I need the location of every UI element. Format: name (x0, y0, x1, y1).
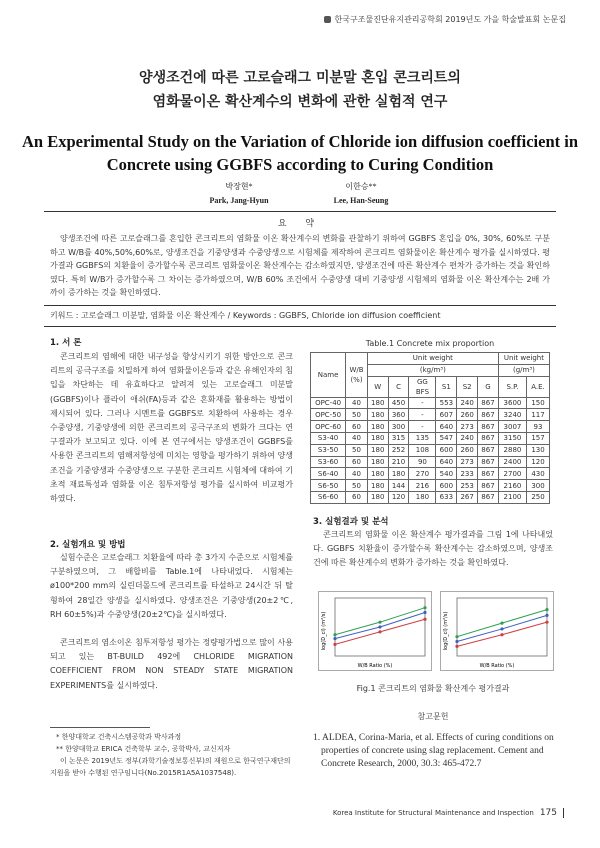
col-c: C (388, 376, 409, 397)
table-row (311, 456, 550, 468)
footnote-1: * 한양대학교 건축시스템공학과 박사과정 (56, 733, 182, 741)
table-cell: 50 (346, 480, 368, 492)
table-row (311, 397, 550, 409)
data-point (423, 611, 426, 614)
data-point (333, 633, 336, 636)
table-cell: 150 (527, 397, 550, 409)
data-point (423, 606, 426, 609)
footnote-3: 이 논문은 2019년도 정부(과학기술정보통신부)의 재원으로 한국연구재단의 지원을 받아 수행된 연구임니다(No.2015R1A5A1037548). (50, 757, 291, 777)
section-1-body: 콘크리트의 염해에 대한 내구성을 향상시키기 위한 방안으로 콘크리트의 공극구조를 치밀하게 하여 염화물이온등과 같은 유해인자의 침입을 차단하는 데 유효하다고 알려져 있는 고로슬래그 미분말(GGBFS)이나 플라이 애쉬(FA)등과 같은 혼화재를 활용하는 방법이 제시되어 있다. 그러나 시멘트를 GGBFS로 치환하여 사용하는 경우 수중양생, 기중양생에 의한 콘크리트의 공극구조의 변화가 크다는 연구결과가 보고되고 있다. 이에 본 연구에서는 양생조건이 GGBFS를 사용한 콘크리트의 염해저항성에 미치는 영향을 평가하기 위하여 양생조건을 기중양생과 수중양생으로 구분한 콘크리트 시험체에 대하여 기초적 재료특성과 염화물 이온 침투저항성 평가를 실시하여 비교평가 하였다. (50, 352, 293, 504)
author-1-english: Park, Jang-Hyun (209, 196, 269, 205)
conference-name: 한국구조물진단유지관리공학회 2019년도 가을 학술발표회 논문집 (334, 15, 566, 24)
footnote-2: ** 한양대학교 ERICA 건축학부 교수, 공학박사, 교신저자 (56, 745, 231, 753)
header-unit-g: (g/m³) (498, 364, 549, 376)
table-cell: OPC-50 (311, 409, 346, 421)
author-2-english: Lee, Han-Seung (333, 196, 389, 205)
table-cell: 180 (367, 409, 388, 421)
header-unit-weight-label-2: Unit weight (503, 354, 544, 363)
table-cell: 2400 (498, 456, 526, 468)
table-cell: 360 (388, 409, 409, 421)
reference-1: 1. ALDEA, Corina-Maria, et al. Effects of curing conditions on properties of concrete using slag replacement. Cement and Concrete Research, 2000, 30.3: 465-472.7 (313, 733, 554, 769)
table-cell: 90 (409, 456, 436, 468)
table-row (311, 444, 550, 456)
footer-institute: Korea Institute for Structural Maintenance and Inspection (332, 809, 534, 817)
table-cell: 547 (436, 432, 457, 444)
table-cell: 260 (457, 444, 478, 456)
table-body (311, 397, 550, 503)
table-row (311, 480, 550, 492)
header-name: Name (311, 353, 346, 398)
section-2-body-2: 콘크리트의 염소이온 침투저항성 평가는 정량평가법으로 많이 사용되고 있는 BT-BUILD 492에 CHLORIDE MIGRATION COEFFICIENT FROM NON STEADY STATE MIGRATION EXPERIMENTS를 실시하였다. (50, 638, 293, 690)
table-cell: 867 (478, 421, 499, 433)
plot-frame (457, 598, 547, 656)
table-cell: 867 (478, 480, 499, 492)
col-w: W (367, 376, 388, 397)
table-row (311, 421, 550, 433)
table-row (311, 432, 550, 444)
data-point (545, 614, 548, 617)
table-cell: 40 (346, 432, 368, 444)
data-point (545, 608, 548, 611)
table-cell: - (409, 409, 436, 421)
table-cell: 3240 (498, 409, 526, 421)
col-sp: S.P. (498, 376, 526, 397)
table-cell: 233 (457, 468, 478, 480)
conference-header (324, 14, 566, 25)
x-axis-label: W/B Ratio (%) (357, 663, 393, 669)
table-cell: 216 (409, 480, 436, 492)
table-cell: 210 (388, 456, 409, 468)
data-point (455, 645, 458, 648)
table-cell: 180 (367, 491, 388, 503)
korean-title-line-2: 염화물이온 확산계수의 변화에 관한 실험적 연구 (152, 94, 448, 110)
table-cell: 180 (367, 480, 388, 492)
data-point (500, 627, 503, 630)
table-cell: 40 (346, 468, 368, 480)
english-title-line-1: An Experimental Study on the Variation of Chloride ion diffusion coefficient in (22, 132, 578, 151)
table-cell: 253 (457, 480, 478, 492)
table-cell: 267 (457, 491, 478, 503)
table-cell: 607 (436, 409, 457, 421)
table-cell: S6-60 (311, 491, 346, 503)
y-axis-label: log(D_cl) (m²/s) (443, 611, 449, 651)
table-cell: 2100 (498, 491, 526, 503)
col-s2: S2 (457, 376, 478, 397)
table-cell: 867 (478, 444, 499, 456)
table-cell: S3-60 (311, 456, 346, 468)
table-cell: 867 (478, 456, 499, 468)
table-cell: 108 (409, 444, 436, 456)
authors-english (0, 195, 600, 207)
keywords: 키워드 : 고로슬래그 미분말, 염화물 이온 확산계수 / Keywords : GGBFS, Chloride ion diffusion coefficient (50, 311, 441, 320)
table-cell: 180 (367, 456, 388, 468)
data-point (545, 621, 548, 624)
header-unit-weight-kg (367, 353, 498, 365)
table-cell: 640 (436, 421, 457, 433)
y-axis-label: log(D_cl) (m²/s) (321, 611, 327, 651)
table-cell: 40 (346, 397, 368, 409)
table-row (311, 491, 550, 503)
page-number: 175 (540, 808, 564, 818)
table-cell: 553 (436, 397, 457, 409)
data-point (378, 621, 381, 624)
table-cell: 93 (527, 421, 550, 433)
header-unit-weight-g (498, 353, 549, 365)
table-cell: 260 (457, 409, 478, 421)
table-cell: 867 (478, 409, 499, 421)
table-cell: S6-40 (311, 468, 346, 480)
data-point (378, 630, 381, 633)
table-cell: 144 (388, 480, 409, 492)
conference-logo-icon (324, 16, 331, 23)
data-point (333, 637, 336, 640)
table-cell: 50 (346, 444, 368, 456)
section-3-title: 3. 실험결과 및 분석 (313, 517, 389, 527)
english-title-line-2: Concrete using GGBFS according to Curing Condition (106, 155, 494, 174)
section-3-body: 콘크리트의 염화물 이온 확산계수 평가결과를 그림 1에 나타내었다. GGBFS 치환율이 증가할수록 확산계수는 감소하였으며, 양생조건에 따른 확산계수의 변화가 증가하는 것을 확인하였다. (313, 530, 553, 568)
table-cell: 50 (346, 409, 368, 421)
abstract-text: 양생조건에 따른 고로슬래그를 혼입한 콘크리트의 염화물 이온 확산계수의 변화를 관찰하기 위하여 GGBFS 혼입을 0%, 30%, 60%로 구분하고 W/B를 40%,50%,60%로, 양생조건을 기중양생과 수중양생으로 시험체를 제작하여 콘크리트 염화물이온 확산계수 평가를 실시하였다. 평가결과 GGBFS의 치환율이 증가할수록 콘크리트 염화물이온 확산계수는 감소하였지만, 양생조건에 따른 확산계수 편차가 증가하는 것을 확인하였다. 특히 W/B가 증가할수록 그 차이는 증가하였으며, W/B 60% 조건에서 수중양생 대비 기중양생 시험체의 염화물 이온 확산계수는 2배 가까이 증가하는 것을 확인하였다. (50, 234, 550, 297)
data-point (455, 640, 458, 643)
header-wb (346, 353, 368, 398)
data-point (500, 622, 503, 625)
header-unit-weight-label: Unit weight (412, 354, 453, 363)
table-cell: 450 (388, 397, 409, 409)
table-cell: 2160 (498, 480, 526, 492)
table-cell: 180 (388, 468, 409, 480)
table-cell: 867 (478, 491, 499, 503)
data-point (500, 633, 503, 636)
table-cell: 180 (367, 444, 388, 456)
data-point (455, 635, 458, 638)
col-s1: S1 (436, 376, 457, 397)
authors-korean (0, 181, 600, 193)
table-cell: 180 (367, 397, 388, 409)
table-cell: 273 (457, 421, 478, 433)
table-cell: 135 (409, 432, 436, 444)
table-cell: S3-50 (311, 444, 346, 456)
table-cell: 640 (436, 456, 457, 468)
table-cell: 3600 (498, 397, 526, 409)
table-cell: 540 (436, 468, 457, 480)
table-cell: 60 (346, 491, 368, 503)
mix-proportion-table (310, 352, 550, 504)
table-cell: 600 (436, 444, 457, 456)
header-unit-kg: (kg/m³) (367, 364, 498, 376)
table-cell: 315 (388, 432, 409, 444)
table-row (311, 409, 550, 421)
table-cell: 120 (388, 491, 409, 503)
table-cell: 430 (527, 468, 550, 480)
table-cell: 300 (388, 421, 409, 433)
table-cell: 240 (457, 397, 478, 409)
table-cell: 300 (527, 480, 550, 492)
col-ggbfs: GG BFS (409, 376, 436, 397)
table-cell: 3007 (498, 421, 526, 433)
table-cell: 180 (367, 432, 388, 444)
table-cell: 633 (436, 491, 457, 503)
table-cell: 60 (346, 421, 368, 433)
table-cell: 867 (478, 468, 499, 480)
author-1-korean: 박장현* (225, 182, 253, 191)
table-cell: - (409, 397, 436, 409)
data-point (333, 643, 336, 646)
table-cell: 180 (367, 468, 388, 480)
korean-title-line-1: 양생조건에 따른 고로슬래그 미분말 혼입 콘크리트의 (139, 70, 461, 86)
table-cell: 180 (409, 491, 436, 503)
table-cell: S3-40 (311, 432, 346, 444)
table-cell: 2880 (498, 444, 526, 456)
table-cell: 157 (527, 432, 550, 444)
table-cell: 240 (457, 432, 478, 444)
table-cell: 130 (527, 444, 550, 456)
x-axis-label: W/B Ratio (%) (479, 663, 515, 669)
col-g: G (478, 376, 499, 397)
references-title: 참고문헌 (417, 712, 449, 721)
table-cell: 60 (346, 456, 368, 468)
table-cell: 2700 (498, 468, 526, 480)
section-1-title: 1. 서 론 (50, 338, 82, 348)
abstract-bottom-rule (44, 305, 556, 306)
author-2-korean: 이한승** (345, 182, 377, 191)
table-cell: OPC-60 (311, 421, 346, 433)
table-cell: 120 (527, 456, 550, 468)
table-cell: 250 (527, 491, 550, 503)
table-cell: S6-50 (311, 480, 346, 492)
table-caption: Table.1 Concrete mix proportion (365, 339, 495, 348)
footnote-rule (50, 727, 150, 728)
table-cell: OPC-40 (311, 397, 346, 409)
table-cell: 3150 (498, 432, 526, 444)
section-2-title: 2. 실험개요 및 방법 (50, 540, 126, 550)
keywords-rule (44, 326, 556, 327)
table-cell: 117 (527, 409, 550, 421)
figure-1b-plot (440, 591, 554, 671)
table-cell: 252 (388, 444, 409, 456)
abstract-heading: 요 약 (277, 219, 323, 229)
col-ae: A.E. (527, 376, 550, 397)
data-point (378, 625, 381, 628)
abstract-top-rule (44, 211, 556, 212)
table-cell: 273 (457, 456, 478, 468)
table-row (311, 468, 550, 480)
section-2-body-1: 실험수준은 고로슬래그 치환율에 따라 총 3가지 수준으로 시험체를 구분하였으며, 그 배합비를 Table.1에 나타내었다. 시험체는 ø100*200 mm의 실린더몰드에 콘크리트를 타설하고 24시간 뒤 탈형하여 28일간 양생을 실시하였다. 양생조건은 기중양생(20±2℃, RH 60±5%)과 수중양생(20±2℃)을 실시하였다. (50, 553, 293, 619)
header-wb-label: W/B (349, 365, 364, 374)
table-cell: 180 (367, 421, 388, 433)
table-cell: 600 (436, 480, 457, 492)
figure-caption: Fig.1 콘크리트의 염화물 확산계수 평가결과 (356, 684, 510, 693)
table-header-row-1 (311, 353, 550, 365)
page-footer (333, 808, 564, 818)
table-cell: 867 (478, 397, 499, 409)
table-cell: 270 (409, 468, 436, 480)
table-cell: 867 (478, 432, 499, 444)
table-cell: - (409, 421, 436, 433)
header-wb-unit: (%) (350, 375, 363, 384)
figure-1a-plot (318, 591, 432, 671)
data-point (423, 618, 426, 621)
